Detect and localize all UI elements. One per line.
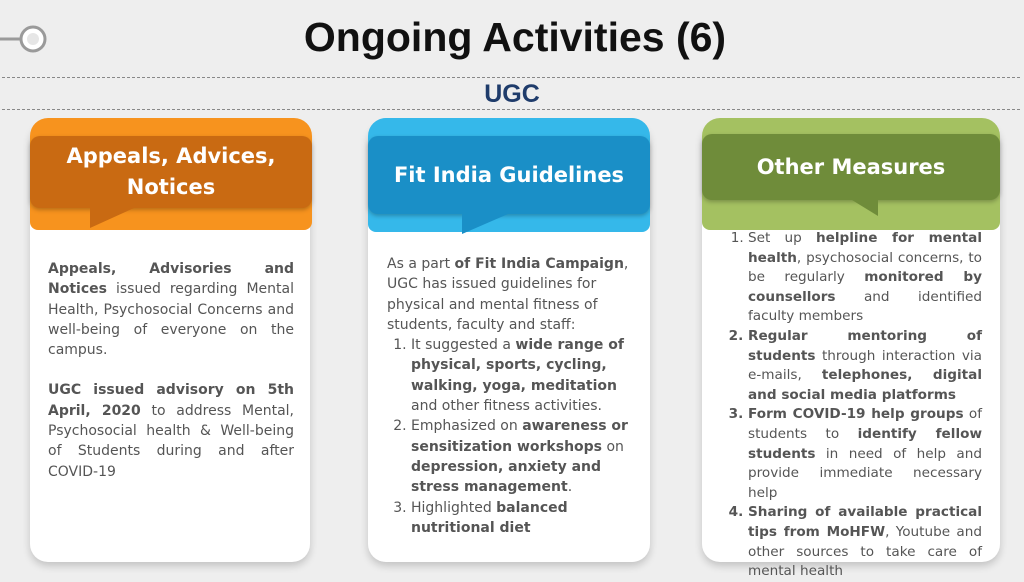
card-fit-india-tail — [462, 214, 508, 234]
item2-post: . — [567, 479, 573, 496]
o-item3-bold1: Form COVID-19 help groups — [748, 406, 964, 423]
card-appeals-p2-bold: UGC issued advisory on 5th April, 2020 — [48, 382, 294, 419]
card-fit-india-heading: Fit India Guidelines — [393, 163, 625, 187]
card-appeals-paragraph-2 — [48, 380, 294, 481]
card-fit-india-intro — [387, 254, 637, 335]
item1-post: and other fitness activities. — [411, 398, 602, 415]
o-item1-post: and identified faculty members — [748, 288, 982, 325]
list-item — [411, 498, 637, 539]
card-appeals-p2-rest: to address Mental, Psychosocial health & Well-being of Students during and after COVID-19 — [48, 402, 294, 480]
item2-bold2: depression, anxiety and stress management — [411, 458, 602, 496]
o-item2-bold: Regular mentoring of students — [748, 327, 982, 364]
o-item3-bold2: identify fellow students — [748, 425, 982, 462]
card-appeals-p1-rest: issued regarding Mental Health, Psychosocial Concerns and well-being of everyone on the campus. — [48, 281, 294, 359]
item3-bold: balanced nutritional diet — [411, 499, 568, 536]
o-item4-post: , Youtube and other sources to take care of mental health — [748, 523, 982, 580]
intro-pre: As a part — [387, 256, 455, 272]
card-appeals-p1-bold: Appeals, Advisories and Notices — [48, 261, 294, 298]
card-appeals-tail — [90, 208, 134, 228]
card-fit-india-body — [387, 254, 637, 538]
o-item1-mid1: , psychosocial concerns, to be regularly — [748, 249, 982, 286]
o-item2-mid: through interaction via e-mails, — [748, 347, 982, 384]
card-appeals-body — [48, 259, 294, 482]
card-fit-india-banner — [368, 136, 650, 214]
card-appeals-paragraph-1 — [48, 259, 294, 360]
o-item1-bold1: helpline for mental health — [748, 230, 982, 266]
item2-pre: Emphasized on — [411, 418, 523, 435]
o-item3-mid: of students to — [748, 406, 982, 442]
list-item — [411, 416, 637, 497]
list-item — [748, 229, 982, 327]
item1-pre: It suggested a — [411, 337, 516, 354]
list-item — [748, 327, 982, 405]
o-item1-bold2: monitored by counsellors — [748, 269, 982, 305]
o-item3-post: in need of help and provide immediate necessary help — [748, 445, 982, 501]
item3-pre: Highlighted — [411, 499, 497, 516]
card-appeals-heading-line2: Notices — [126, 175, 216, 199]
o-item2-bold2: telephones, digital and social media platforms — [748, 367, 982, 403]
card-other-tail — [852, 200, 878, 216]
list-item — [411, 335, 637, 416]
card-other-list — [722, 229, 982, 582]
intro-post: , UGC has issued guidelines for physical and mental fitness of students, faculty and staff: — [387, 256, 629, 333]
card-other-body — [722, 229, 982, 582]
page-title: Ongoing Activities (6) — [303, 14, 727, 60]
card-other-heading: Other Measures — [756, 155, 946, 179]
page-subtitle: UGC — [484, 80, 540, 108]
card-appeals-heading-line1: Appeals, Advices, — [66, 144, 276, 168]
o-item4-bold: Sharing of available practical tips from MoHFW — [748, 504, 982, 540]
card-appeals-banner — [30, 136, 312, 208]
item1-bold: wide range of physical, sports, cycling, walking, yoga, meditation — [411, 337, 624, 394]
o-item1-pre: Set up — [748, 230, 816, 246]
card-other-banner — [702, 134, 1000, 200]
item2-mid: on — [602, 438, 624, 455]
intro-bold: of Fit India Campaign — [454, 256, 624, 272]
list-item — [748, 503, 982, 581]
list-item — [748, 405, 982, 503]
card-fit-india-list — [387, 335, 637, 538]
item2-bold1: awareness or sensitization workshops — [411, 418, 628, 455]
